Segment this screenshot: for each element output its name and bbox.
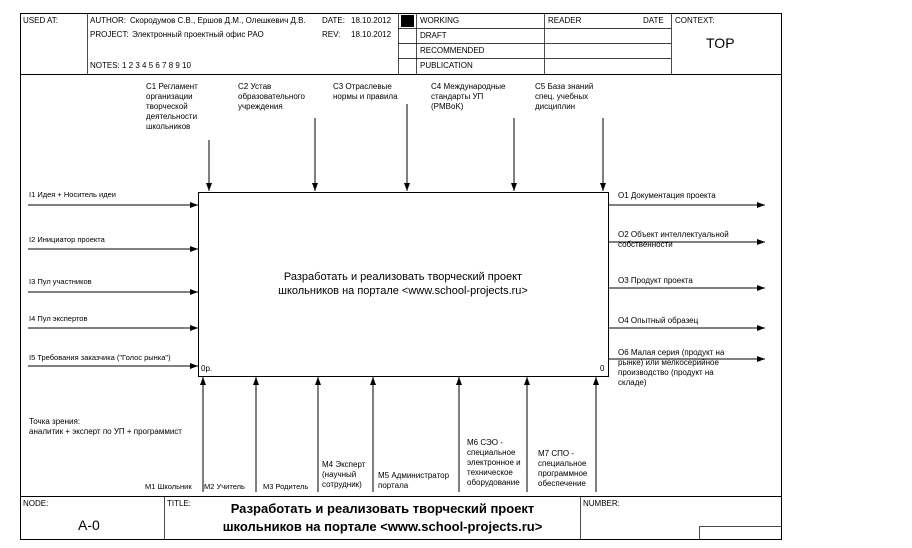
- node-value: A-0: [78, 517, 100, 533]
- mechanism-label-m7: M7 СПО - специальное программное обеспечение: [538, 449, 588, 488]
- status-recommended: RECOMMENDED: [420, 46, 485, 55]
- output-label-o3: O3 Продукт проекта: [618, 276, 693, 285]
- mechanism-label-m2: M2 Учитель: [204, 482, 245, 491]
- output-label-o2: O2 Объект интеллектуальной собственности: [618, 230, 729, 249]
- date-value: 18.10.2012: [351, 16, 392, 25]
- input-label-i3: I3 Пул участников: [29, 277, 92, 286]
- diagram-title: Разработать и реализовать творческий проект школьников на портале <www.school-projects.ru>: [222, 501, 543, 534]
- project-value: Электронный проектный офис РАО: [132, 30, 264, 39]
- notes-label: NOTES:: [90, 61, 120, 70]
- control-label-c3: C3 Отраслевые нормы и правила: [333, 82, 398, 101]
- number-label: NUMBER:: [583, 499, 620, 508]
- activity-title: [198, 192, 608, 376]
- input-label-i1: I1 Идея + Носитель идеи: [29, 190, 116, 199]
- working-marker: [401, 15, 414, 27]
- mechanism-label-m1: M1 Школьник: [145, 482, 192, 491]
- control-label-c4: C4 Международные стандарты УП (PMBoK): [431, 82, 506, 111]
- mechanism-label-m5: M5 Администратор портала: [378, 471, 450, 490]
- title-label: TITLE:: [167, 499, 192, 508]
- project-label: PROJECT:: [90, 30, 129, 39]
- input-label-i2: I2 Инициатор проекта: [29, 235, 105, 244]
- control-label-c1: C1 Регламент организации творческой деятельности школьников: [146, 82, 198, 131]
- activity-number: 0: [600, 364, 605, 373]
- rev-label: REV:: [322, 30, 341, 39]
- mechanism-label-m6: M6 СЭО - специальное электронное и техническое оборудование: [467, 438, 521, 487]
- reader-label: READER: [548, 16, 582, 25]
- node-label: NODE:: [23, 499, 49, 508]
- author-value: Скородумов С.В., Ершов Д.М., Олешкевич Д.В.: [130, 16, 306, 25]
- output-label-o1: O1 Документация проекта: [618, 191, 716, 200]
- notes-value: 1 2 3 4 5 6 7 8 9 10: [122, 61, 191, 70]
- mechanism-label-m4: M4 Эксперт (научный сотрудник): [322, 460, 366, 489]
- author-label: AUTHOR:: [90, 16, 126, 25]
- status-draft: DRAFT: [420, 31, 447, 40]
- rev-value: 18.10.2012: [351, 30, 392, 39]
- output-label-o6: O6 Малая серия (продукт на рынке) или мелкосерийное производство (продукт на складе): [618, 348, 725, 387]
- used-at-label: USED AT:: [23, 16, 58, 25]
- input-label-i4: I4 Пул экспертов: [29, 314, 88, 323]
- activity-title-text: Разработать и реализовать творческий проект школьников на портале <www.school-projects.ru>: [278, 271, 528, 297]
- mechanism-label-m3: M3 Родитель: [263, 482, 309, 491]
- input-label-i5: I5 Требования заказчика ("Голос рынка"): [29, 353, 171, 362]
- activity-cost: 0р.: [201, 364, 213, 373]
- date-label: DATE:: [322, 16, 345, 25]
- control-label-c2: C2 Устав образовательного учреждения: [238, 82, 305, 111]
- context-label: CONTEXT:: [675, 16, 715, 25]
- viewpoint-note: Точка зрения: аналитик + эксперт по УП + программист: [29, 417, 182, 436]
- reader-date-label: DATE: [643, 16, 664, 25]
- status-working: WORKING: [420, 16, 460, 25]
- status-publication: PUBLICATION: [420, 61, 473, 70]
- output-label-o4: O4 Опытный образец: [618, 316, 699, 325]
- context-value: TOP: [706, 35, 735, 51]
- control-label-c5: C5 База знаний спец. учебных дисциплин: [535, 82, 594, 111]
